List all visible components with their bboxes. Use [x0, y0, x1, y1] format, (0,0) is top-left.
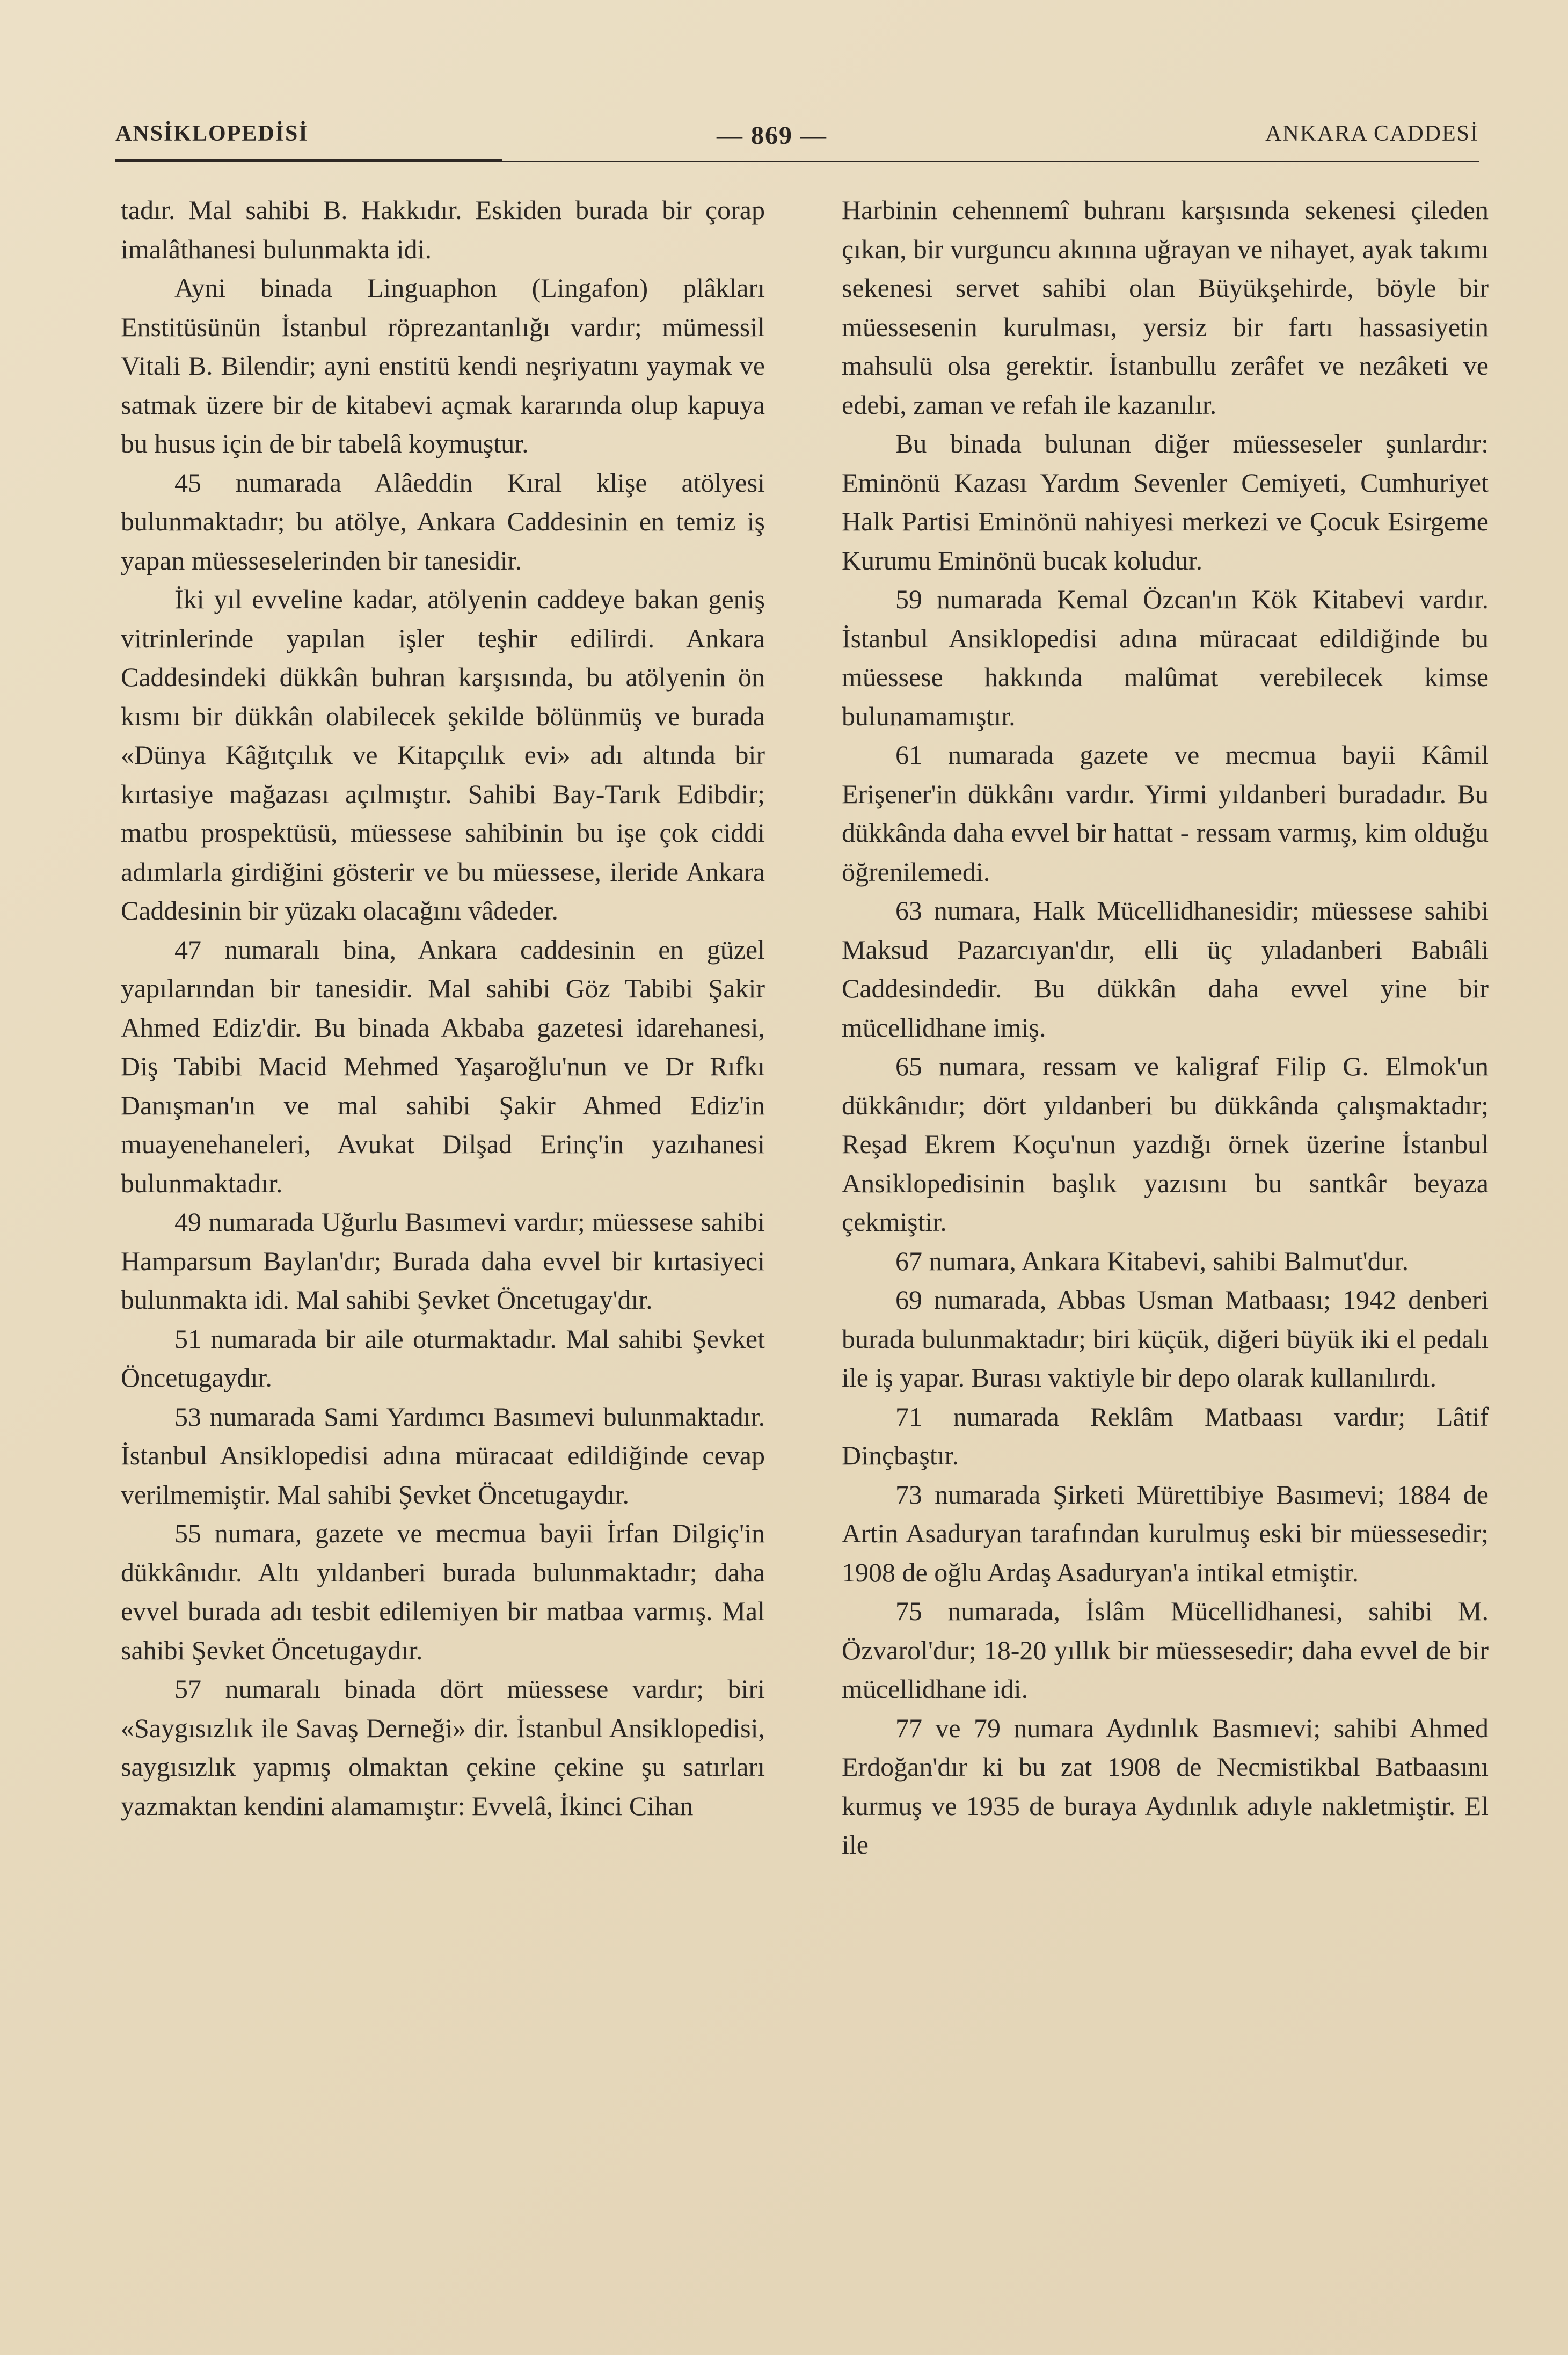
paragraph: Harbinin cehennemî buhranı karşısında sekenesi çileden çıkan, bir vurguncu akınına uğrayan ve nihayet, ayak takımı sekenesi servet sahibi olan Büyükşehirde, böyle bir müessesenin kurulması, yersiz bir fartı hassasiyetin mahsulü olsa gerektir. İstanbullu zerâfet ve nezâketi ve edebi, zaman ve refah ile kazanılır. [842, 195, 1489, 420]
paragraph: 65 numara, ressam ve kaligraf Filip G. Elmok'un dükkânıdır; dört yıldanberi bu dükkânda çalışmaktadır; Reşad Ekrem Koçu'nun yazdığı örnek üzerine İstanbul Ansiklopedisinin başlık yazısını bu santkâr beyaza çekmiştir. [842, 1051, 1489, 1237]
paragraph: 77 ve 79 numara Aydınlık Basmıevi; sahibi Ahmed Erdoğan'dır ki bu zat 1908 de Necmistikbal Batbaasını kurmuş ve 1935 de buraya Aydınlık adıyle nakletmiştir. El ile [842, 1712, 1489, 1860]
paragraph: 57 numaralı binada dört müessese vardır; biri «Saygısızlık ile Savaş Derneği» dir. İstanbul Ansiklopedisi, saygısızlık yapmış olmaktan çekine çekine şu satırları yazmaktan kendini alamamıştır: Evvelâ, İkinci Cihan [121, 1674, 765, 1821]
header-encyclopedia-title: ANSİKLOPEDİSİ [115, 121, 309, 146]
header-entry-title: ANKARA CADDESİ [1265, 121, 1479, 146]
paragraph: 67 numara, Ankara Kitabevi, sahibi Balmut'dur. [895, 1245, 1409, 1276]
paragraph: 51 numarada bir aile oturmaktadır. Mal sahibi Şevket Öncetugaydır. [121, 1323, 765, 1392]
left-column [121, 191, 765, 1825]
paragraph: 55 numara, gazete ve mecmua bayii İrfan Dilgiç'in dükkânıdır. Altı yıldanberi burada bulunmaktadır; daha evvel burada adı tesbit edilemiyen bir matbaa varmış. Mal sahibi Şevket Öncetugaydır. [121, 1518, 765, 1665]
paragraph: 49 numarada Uğurlu Basımevi vardır; müessese sahibi Hamparsum Baylan'dır; Burada daha evvel bir kırtasiyeci bulunmakta idi. Mal sahibi Şevket Öncetugay'dır. [121, 1207, 765, 1315]
paragraph: Bu binada bulunan diğer müesseseler şunlardır: Eminönü Kazası Yardım Sevenler Cemiyeti, Cumhuriyet Halk Partisi Eminönü nahiyesi merkezi ve Çocuk Esirgeme Kurumu Eminönü bucak koludur. [842, 428, 1489, 575]
paragraph: 75 numarada, İslâm Mücellidhanesi, sahibi M. Özvarol'dur; 18-20 yıllık bir müessesedir; daha evvel de bir mücellidhane idi. [842, 1596, 1489, 1704]
paragraph: 73 numarada Şirketi Mürettibiye Basımevi; 1884 de Artin Asaduryan tarafından kurulmuş eski bir müessesedir; 1908 de oğlu Ardaş Asaduryan'a intikal etmiştir. [842, 1479, 1489, 1587]
paragraph: 71 numarada Reklâm Matbaası vardır; Lâtif Dinçbaştır. [842, 1401, 1489, 1470]
header-rule-thin [502, 161, 1479, 162]
paragraph: 61 numarada gazete ve mecmua bayii Kâmil Erişener'in dükkânı vardır. Yirmi yıldanberi buradadır. Bu dükkânda daha evvel bir hattat - ressam varmış, kim olduğu öğrenilemedi. [842, 740, 1489, 887]
paragraph: 63 numara, Halk Mücellidhanesidir; müessese sahibi Maksud Pazarcıyan'dır, elli üç yıladanberi Babıâli Caddesindedir. Bu dükkân daha evvel yine bir mücellidhane imiş. [842, 895, 1489, 1042]
paragraph: İki yıl evveline kadar, atölyenin caddeye bakan geniş vitrinlerinde yapılan işler teşhir edilirdi. Ankara Caddesindeki dükkân buhran karşısında, bu atölyenin ön kısmı bir dükkân olabilecek şekilde bölünmüş ve burada «Dünya Kâğıtçılık ve Kitapçılık evi» adı altında bir kırtasiye mağazası açılmıştır. Sahibi Bay-Tarık Edibdir; matbu prospektüsü, müessese sahibinin bu işe çok ciddi adımlarla girdiğini gösterir ve bu müessese, ileride Ankara Caddesinin bir yüzakı olacağını vâdeder. [121, 584, 765, 925]
paragraph: tadır. Mal sahibi B. Hakkıdır. Eskiden burada bir çorap imalâthanesi bulunmakta idi. [121, 195, 765, 264]
paragraph: 53 numarada Sami Yardımcı Basımevi bulunmaktadır. İstanbul Ansiklopedisi adına müracaat edildiğinde cevap verilmemiştir. Mal sahibi Şevket Öncetugaydır. [121, 1401, 765, 1510]
header-rule-thick [115, 159, 502, 162]
running-header [115, 110, 1479, 153]
paragraph: 47 numaralı bina, Ankara caddesinin en güzel yapılarından bir tanesidir. Mal sahibi Göz Tabibi Şakir Ahmed Ediz'dir. Bu binada Akbaba gazetesi idarehanesi, Diş Tabibi Macid Mehmed Yaşaroğlu'nun ve Dr Rıfkı Danışman'ın ve mal sahibi Şakir Ahmed Ediz'in muayenehaneleri, Avukat Dilşad Erinç'in yazıhanesi bulunmaktadır. [121, 934, 765, 1198]
page-number: — 869 — [717, 121, 827, 150]
paragraph: 45 numarada Alâeddin Kıral klişe atölyesi bulunmaktadır; bu atölye, Ankara Caddesinin en temiz iş yapan müesseselerinden bir tanesidir. [121, 467, 765, 575]
right-column [842, 191, 1489, 1864]
paragraph: 69 numarada, Abbas Usman Matbaası; 1942 denberi burada bulunmaktadır; biri küçük, diğeri büyük iki el pedalı ile iş yapar. Burası vaktiyle bir depo olarak kullanılırdı. [842, 1285, 1489, 1392]
paragraph: Ayni binada Linguaphon (Lingafon) plâkları Enstitüsünün İstanbul röprezantanlığı vardır; mümessil Vitali B. Bilendir; ayni enstitü kendi neşriyatını yaymak ve satmak üzere bir de kitabevi açmak kararında olup kapuya bu husus için de bir tabelâ koymuştur. [121, 273, 765, 458]
paragraph: 59 numarada Kemal Özcan'ın Kök Kitabevi vardır. İstanbul Ansiklopedisi adına müracaat edildiğinde bu müessese hakkında malûmat verebilecek kimse bulunamamıştır. [842, 584, 1489, 731]
